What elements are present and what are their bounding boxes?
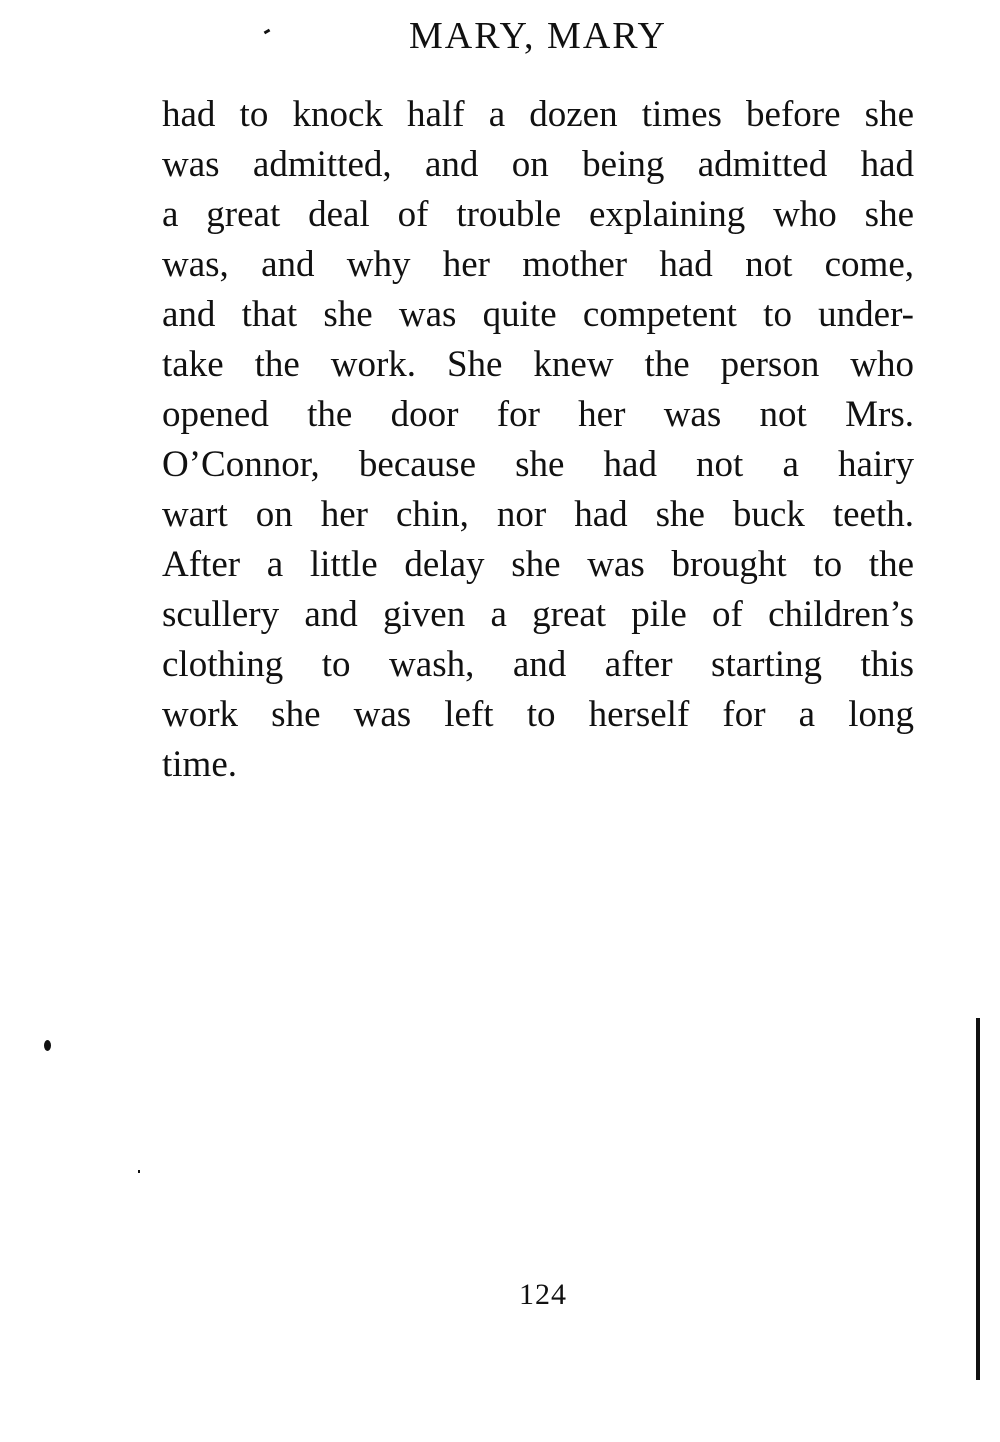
text-line: wart on her chin, nor had she buck teeth.	[162, 494, 914, 535]
text-line: scullery and given a great pile of children’s	[162, 594, 914, 635]
text-line-last: time.	[162, 744, 238, 785]
text-line: had to knock half a dozen times before she	[162, 94, 914, 135]
scan-speck	[44, 1040, 51, 1051]
text-line: take the work. She knew the person who	[162, 344, 914, 385]
text-line: clothing to wash, and after starting this	[162, 644, 914, 685]
scan-edge-shadow	[976, 1018, 980, 1380]
text-line: work she was left to herself for a long	[162, 694, 914, 735]
text-line: a great deal of trouble explaining who she	[162, 194, 914, 235]
text-line: opened the door for her was not Mrs.	[162, 394, 914, 435]
scan-speck	[138, 1170, 140, 1173]
running-head: MARY, MARY	[409, 15, 667, 57]
text-line: and that she was quite competent to under-	[162, 294, 914, 335]
page-number: 124	[519, 1278, 567, 1311]
text-line: was admitted, and on being admitted had	[162, 144, 914, 185]
text-line: After a little delay she was brought to the	[162, 544, 914, 585]
body-text	[162, 90, 914, 790]
text-line: was, and why her mother had not come,	[162, 244, 914, 285]
text-line: O’Connor, because she had not a hairy	[162, 444, 914, 485]
